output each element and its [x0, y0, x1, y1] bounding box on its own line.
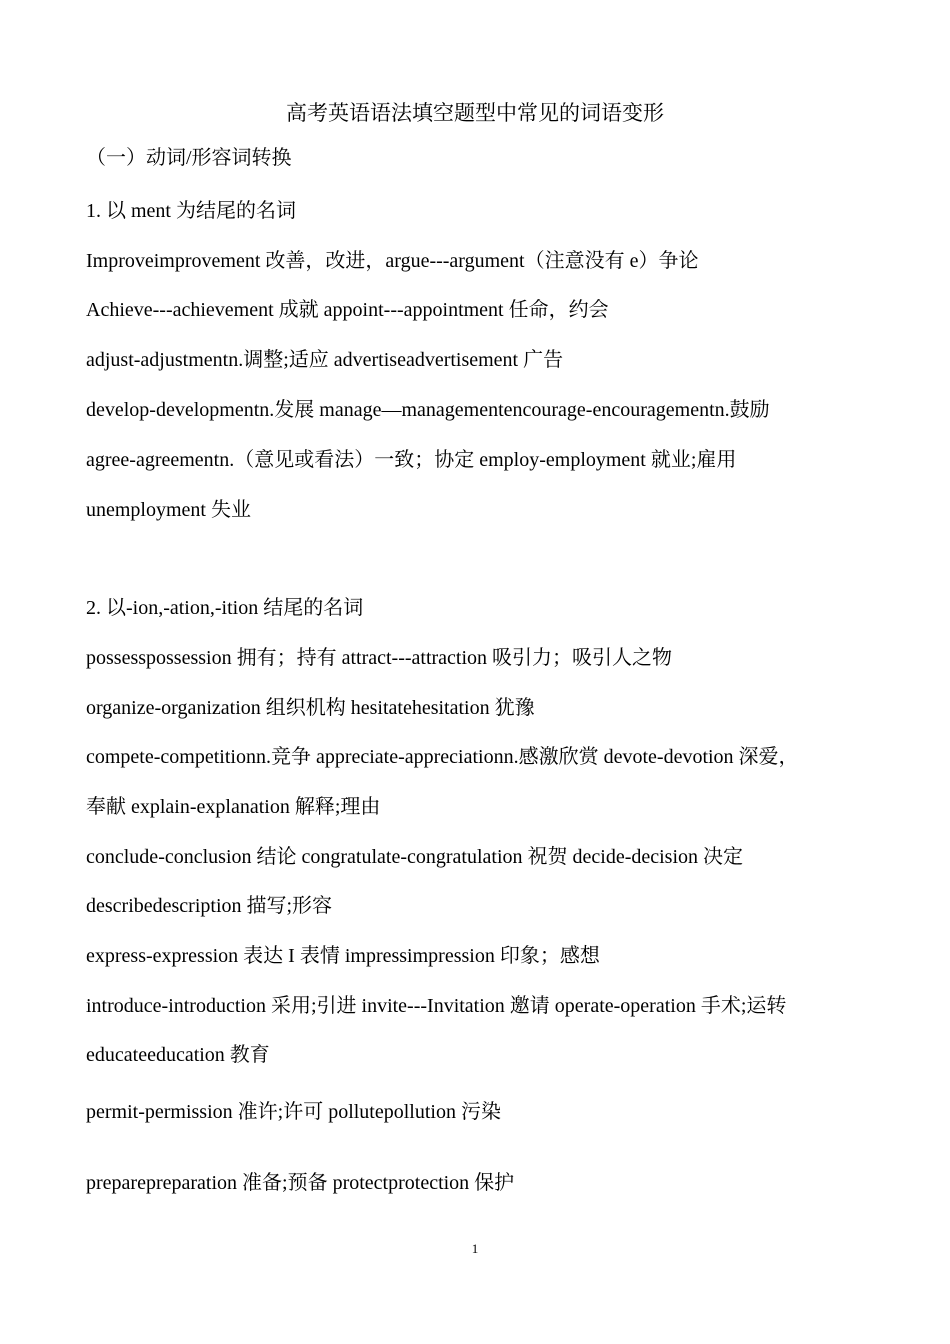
- text-line: Achieve---achievement 成就 appoint---appointment 任命，约会: [86, 299, 609, 321]
- page-number: 1: [471, 1241, 479, 1256]
- text-line: Improveimprovement 改善，改进，argue---argument（注意没有 e）争论: [86, 250, 699, 272]
- text-line: conclude-conclusion 结论 congratulate-congratulation 祝贺 decide-decision 决定: [86, 846, 744, 868]
- section-heading: （一）动词/形容词转换: [86, 147, 292, 169]
- text-line: educateeducation 教育: [86, 1044, 270, 1066]
- text-line: develop-developmentn.发展 manage—managementencourage-encouragementn.鼓励: [86, 399, 770, 421]
- text-line: 奉献 explain-explanation 解释;理由: [86, 796, 381, 818]
- text-line: express-expression 表达 I 表情 impressimpression 印象；感想: [86, 945, 600, 967]
- document-title: 高考英语语法填空题型中常见的词语变形: [286, 101, 664, 125]
- text-line: possesspossession 拥有；持有 attract---attraction 吸引力；吸引人之物: [86, 647, 673, 669]
- text-line: agree-agreementn.（意见或看法）一致；协定 employ-employment 就业;雇用: [86, 449, 737, 471]
- text-line: 1. 以 ment 为结尾的名词: [86, 200, 296, 222]
- text-line: unemployment 失业: [86, 499, 251, 521]
- text-line: preparepreparation 准备;预备 protectprotection 保护: [86, 1172, 515, 1194]
- text-line: compete-competitionn.竞争 appreciate-appreciationn.感激欣赏 devote-devotion 深爱，: [86, 746, 799, 768]
- text-line: introduce-introduction 采用;引进 invite---Invitation 邀请 operate-operation 手术;运转: [86, 995, 787, 1017]
- text-line: describedescription 描写;形容: [86, 895, 333, 917]
- text-line: organize-organization 组织机构 hesitatehesitation 犹豫: [86, 697, 535, 719]
- text-line: permit-permission 准许;许可 pollutepollution 污染: [86, 1101, 501, 1123]
- text-line: adjust-adjustmentn.调整;适应 advertiseadvertisement 广告: [86, 349, 564, 371]
- text-line: 2. 以-ion,-ation,-ition 结尾的名词: [86, 597, 364, 619]
